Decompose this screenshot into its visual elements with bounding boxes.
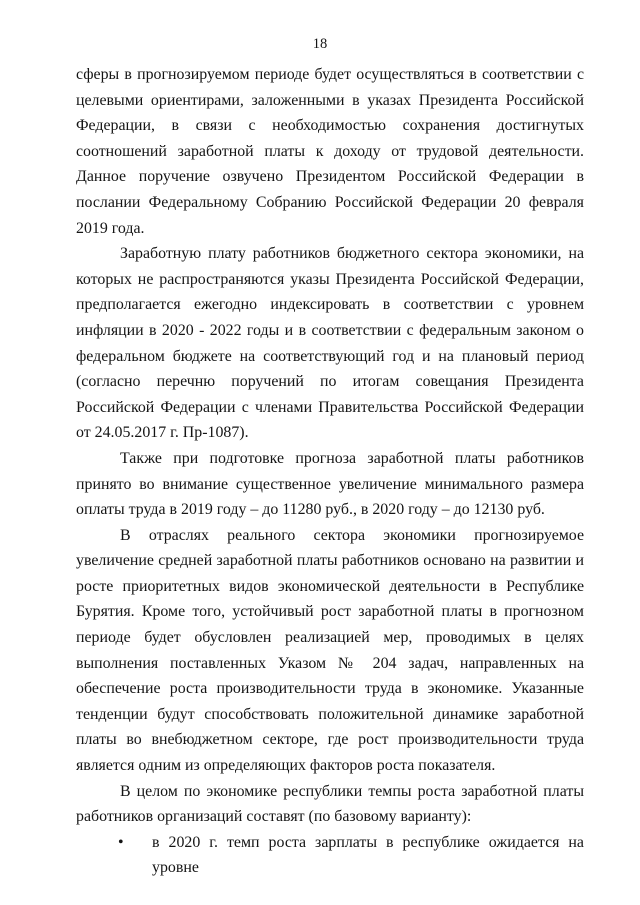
paragraph-minimum-wage: Также при подготовке прогноза заработной платы работников принято во внимание существенное увеличение минимального размера оплаты труда в 2019 году – до 11280 руб., в 2020 году – до 12130 руб. [76,449,584,519]
document-body [76,62,584,881]
bullet-icon: • [118,833,124,851]
bullet-text: в 2020 г. темп роста зарплаты в республике ожидается на уровне [152,833,584,877]
paragraph-growth-rates-intro: В целом по экономике республики темпы роста заработной платы работников организаций составят (по базовому варианту): [76,782,584,826]
paragraph-budget-sector-wages: Заработную плату работников бюджетного сектора экономики, на которых не распространяются указы Президента Российской Федерации, предполагается ежегодно индексировать в соответствии с уровнем инфляции в 2020 - 2022 годы и в соответствии с федеральным законом о федеральном бюджете на соответствующий год и на плановый период (согласно перечню поручений по итогам совещания Президента Российской Федерации с членами Правительства Российской Федерации от 24.05.2017 г. Пр-1087). [76,245,584,442]
bullet-item-2020 [76,830,584,881]
page-number: 18 [312,36,328,52]
paragraph-real-sector-wages: В отраслях реального сектора экономики прогнозируемое увеличение средней заработной платы работников основано на развитии и росте приоритетных видов экономической деятельности в Республике Бурятия. Кроме того, устойчивый рост заработной платы в прогнозном периоде будет обусловлен реализацией мер, проводимых в целях выполнения поставленных Указом № 204 задач, направленных на обеспечение роста производительности труда в экономике. Указанные тенденции будут способствовать положительной динамике заработной платы во внебюджетном секторе, где рост производительности труда является одним из определяющих факторов роста показателя. [76,526,584,775]
paragraph-continuation: сферы в прогнозируемом периоде будет осуществляться в соответствии с целевыми ориентирами, заложенными в указах Президента Российской Федерации, в связи с необходимостью сохранения достигнутых соотношений заработной платы к доходу от трудовой деятельности. Данное поручение озвучено Президентом Российской Федерации в послании Федеральному Собранию Российской Федерации 20 февраля 2019 года. [76,66,584,237]
